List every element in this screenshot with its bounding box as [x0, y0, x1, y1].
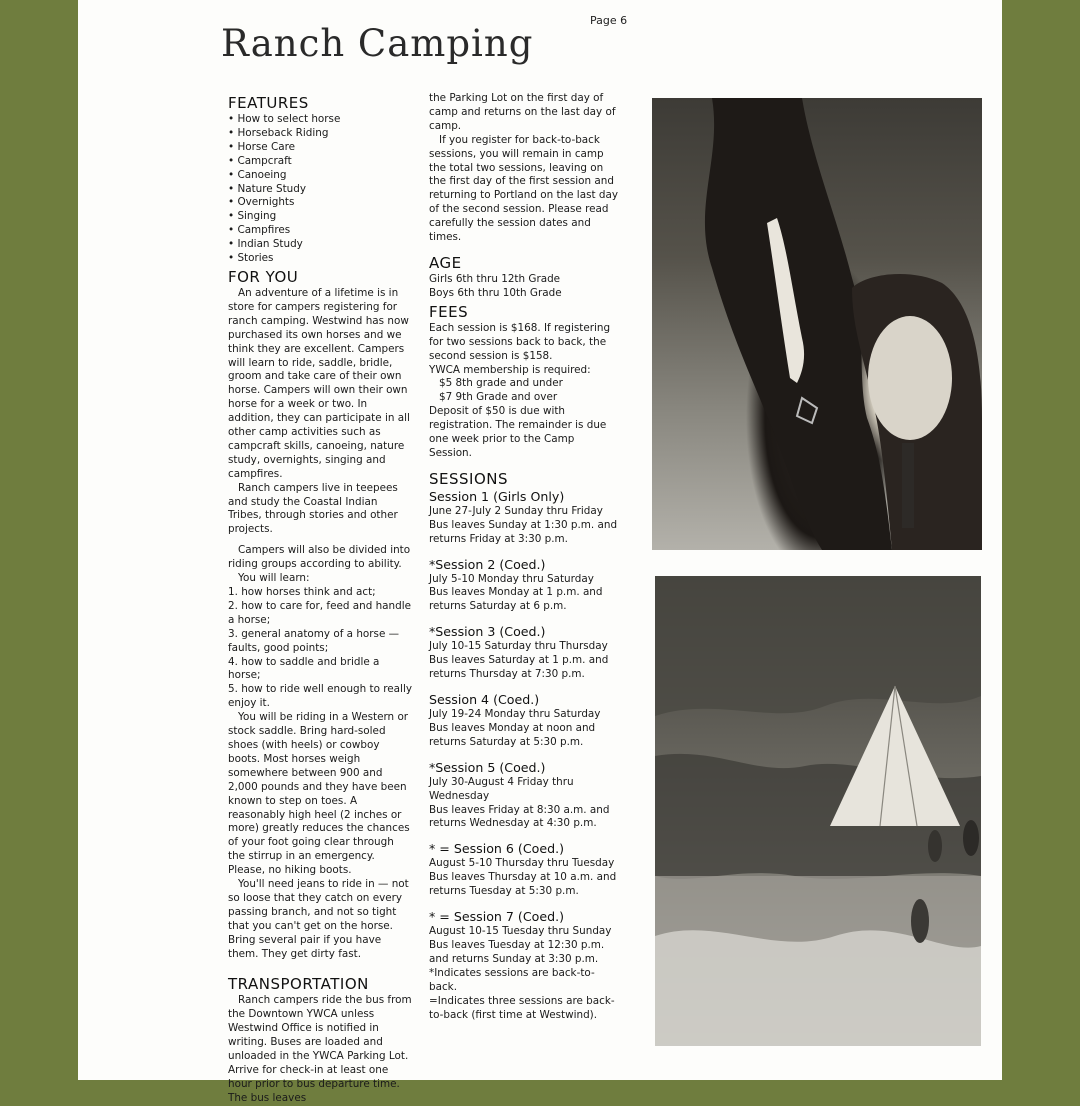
learn-intro: You will learn: — [238, 572, 310, 585]
session-dates: July 30-August 4 Friday thru Wednesday — [429, 775, 574, 802]
list-item: • Campcraft — [228, 155, 414, 169]
session-title: *Session 5 (Coed.) — [429, 759, 546, 775]
page-number: Page 6 — [590, 14, 628, 27]
list-item: • Horseback Riding — [228, 127, 414, 141]
membership-fee: $7 9th Grade and over — [439, 391, 558, 404]
for-you-paragraph: You'll need jeans to ride in — not so loose that they catch on every passing branch, and not so tight that you can't get on the horse. Bring several pair if you have them. They get dirty fast. — [228, 878, 409, 960]
for-you-paragraph: An adventure of a lifetime is in store for campers registering for ranch camping. Westwind has now purchased its own horses and we think they are excellent. Campers will learn to ride, saddle, bridle, groom and take care of their own horse. Campers will own their own horse for a week or two. In addition, they can participate in all other camp activities such as campcraft skills, canoeing, nature study, overnights, singing and campfires. — [228, 286, 410, 480]
session-item — [429, 760, 619, 832]
list-item: • Horse Care — [228, 141, 414, 155]
session-item — [429, 692, 619, 750]
fees-paragraph: Each session is $168. If registering for two sessions back to back, the second session is $158. — [429, 321, 611, 362]
for-you-paragraph: Ranch campers live in teepees and study the Coastal Indian Tribes, through stories and other projects. — [228, 481, 398, 536]
document-page — [78, 0, 1002, 1104]
session-dates: July 5-10 Monday thru Saturday — [429, 572, 594, 585]
list-item: 4. how to saddle and bridle a horse; — [228, 655, 380, 682]
list-item: • Canoeing — [228, 169, 414, 183]
age-line: Girls 6th thru 12th Grade — [429, 272, 561, 285]
session-bus: Bus leaves Tuesday at 12:30 p.m. and returns Sunday at 3:30 p.m. — [429, 938, 605, 965]
fees-paragraph: Deposit of $50 is due with registration. The remainder is due one week prior to the Camp Session. — [429, 405, 607, 459]
session-title: *Session 2 (Coed.) — [429, 556, 546, 572]
list-item: • Singing — [228, 210, 414, 224]
session-title: Session 1 (Girls Only) — [429, 488, 565, 504]
sessions-note: =Indicates three sessions are back-to-back (first time at Westwind). — [429, 994, 615, 1021]
for-you-paragraph: You will be riding in a Western or stock saddle. Bring hard-soled shoes (with heels) or cowboy boots. Most horses weigh somewhere between 900 and 2,000 pounds and they have been known to step on toes. A reasonably high heel (2 inches or more) greatly reduces the chances of your foot going clear through the stirrup in an emergency. Please, no hiking boots. — [228, 711, 410, 877]
column-middle — [429, 92, 619, 1022]
session-item — [429, 624, 619, 682]
transportation-paragraph: Ranch campers ride the bus from the Downtown YWCA unless Westwind Office is notified in writing. Buses are loaded and unloaded in the YWCA Parking Lot. Arrive for check-in at least one hour prior to bus departure time. The bus leaves — [228, 994, 412, 1104]
session-title: Session 4 (Coed.) — [429, 692, 540, 707]
list-item: 2. how to care for, feed and handle a horse; — [228, 599, 412, 626]
age-line: Boys 6th thru 10th Grade — [429, 286, 562, 299]
session-dates: July 10-15 Saturday thru Thursday — [429, 640, 608, 653]
fees-paragraph: YWCA membership is required: — [429, 363, 591, 376]
transportation-heading: TRANSPORTATION — [228, 975, 369, 994]
session-item — [429, 841, 619, 899]
session-title: * = Session 7 (Coed.) — [429, 909, 564, 925]
membership-fee: $5 8th grade and under — [439, 377, 563, 390]
session-item — [429, 557, 619, 615]
list-item: • Indian Study — [228, 238, 414, 252]
list-item: • Nature Study — [228, 183, 414, 197]
sessions-note: *Indicates sessions are back-to-back. — [429, 966, 595, 993]
session-bus: Bus leaves Sunday at 1:30 p.m. and returns Friday at 3:30 p.m. — [429, 518, 618, 545]
session-dates: August 5-10 Thursday thru Tuesday — [429, 857, 615, 870]
session-bus: Bus leaves Monday at noon and returns Saturday at 5:30 p.m. — [429, 721, 596, 748]
sessions-heading: SESSIONS — [429, 469, 509, 488]
session-dates: July 19-24 Monday thru Saturday — [429, 708, 601, 720]
teepee-photo — [655, 576, 981, 1046]
page-title: Ranch Camping — [221, 22, 534, 65]
list-item: 1. how horses think and act; — [228, 586, 376, 598]
for-you-heading: FOR YOU — [228, 267, 299, 286]
horse-and-girl-photo — [652, 98, 982, 550]
list-item: • Campfires — [228, 224, 414, 238]
list-item: 3. general anatomy of a horse — faults, good points; — [228, 627, 400, 654]
session-item — [429, 489, 619, 547]
learn-list — [228, 586, 414, 711]
age-heading: AGE — [429, 253, 462, 272]
session-dates: June 27-July 2 Sunday thru Friday — [429, 504, 603, 517]
fees-heading: FEES — [429, 302, 469, 321]
session-bus: Bus leaves Friday at 8:30 a.m. and returns Wednesday at 4:30 p.m. — [429, 803, 610, 830]
list-item: • Overnights — [228, 196, 414, 210]
column-left — [228, 92, 414, 1106]
session-bus: Bus leaves Monday at 1 p.m. and returns Saturday at 6 p.m. — [429, 586, 603, 613]
session-title: * = Session 6 (Coed.) — [429, 841, 564, 857]
session-bus: Bus leaves Saturday at 1 p.m. and returns Thursday at 7:30 p.m. — [429, 654, 609, 681]
session-item — [429, 909, 619, 967]
features-heading: FEATURES — [228, 94, 309, 112]
list-item: • How to select horse — [228, 113, 414, 127]
session-title: *Session 3 (Coed.) — [429, 624, 546, 640]
transportation-paragraph: If you register for back-to-back sessions, you will remain in camp the total two sessions, leaving on the first day of the first session and returning to Portland on the last day of the second session. Please read carefully the session dates and times. — [429, 133, 618, 244]
list-item: • Stories — [228, 252, 414, 266]
list-item: 5. how to ride well enough to really enjoy it. — [228, 683, 412, 710]
for-you-paragraph: Campers will also be divided into riding groups according to ability. — [228, 544, 411, 571]
session-dates: August 10-15 Tuesday thru Sunday — [429, 925, 612, 938]
transportation-paragraph-cont: the Parking Lot on the first day of camp and returns on the last day of camp. — [429, 92, 616, 132]
features-list — [228, 113, 414, 266]
session-bus: Bus leaves Thursday at 10 a.m. and returns Tuesday at 5:30 p.m. — [429, 871, 617, 898]
